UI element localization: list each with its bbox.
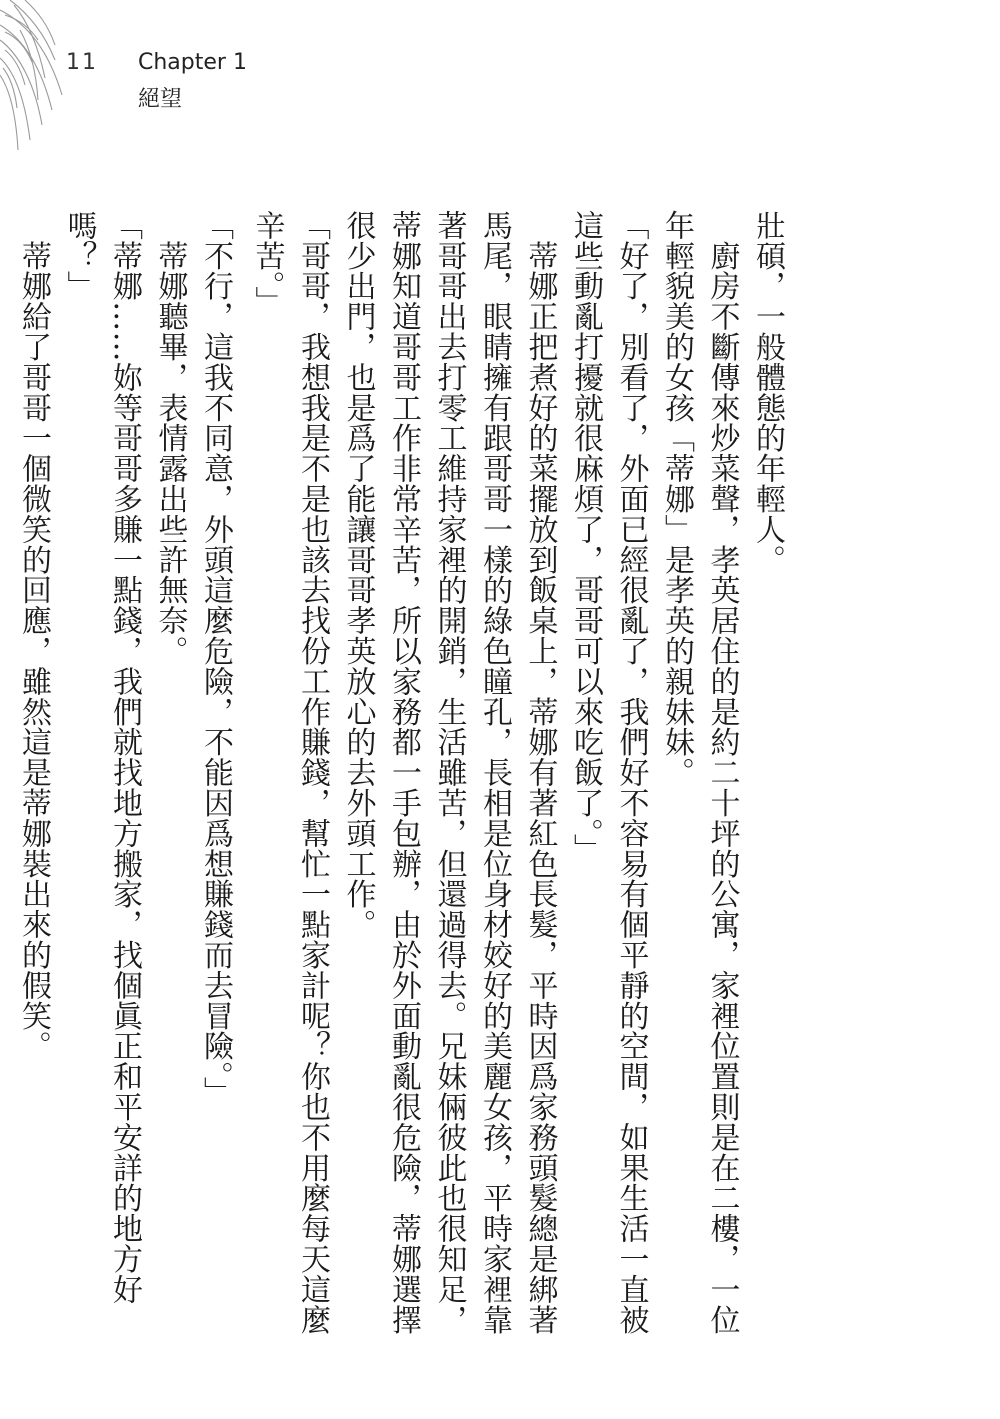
feather-wing-icon [0,0,140,160]
chapter-label: Chapter 1 [138,50,247,75]
dialogue-paragraph: 「不行，這我不同意，外頭這麼危險，不能因爲想賺錢而去冒險。」 [198,210,233,1107]
paragraph: 壯碩，一般體態的年輕人。 [750,210,785,575]
dialogue-paragraph: 「哥哥，我想我是不是也該去找份工作賺錢，幫忙一點家計呢？你也不用麼每天這麼辛苦。」 [249,210,330,1335]
page-number: 11 [66,50,98,75]
paragraph: 蒂娜正把煮好的菜擺放到飯桌上，蒂娜有著紅色長髮，平時因爲家務頭髮總是綁著馬尾，眼睛擁有跟哥哥一樣的綠色瞳孔，長相是位身材姣好的美麗女孩，平時家裡靠著哥哥出去打零工維持家裡的開銷，生活雖苦，但還過得去。兄妹倆彼此也很知足，蒂娜知道哥哥工作非常辛苦，所以家務都一手包辦，由於外面動亂很危險，蒂娜選擇很少出門，也是爲了能讓哥哥孝英放心的去外頭工作。 [340,210,558,1335]
paragraph: 蒂娜聽畢，表情露出些許無奈。 [152,210,188,666]
chapter-title: 絕望 [138,87,183,112]
dialogue-paragraph: 「好了，別看了，外面已經很亂了，我們好不容易有個平靜的空間，如果生活一直被這些動亂打擾就很麻煩了，哥哥可以來吃飯了。」 [568,210,649,1335]
vertical-body-text [16,210,790,1340]
dialogue-paragraph: 「蒂娜……妳等哥哥多賺一點錢，我們就找地方搬家，找個眞正和平安詳的地方好嗎？」 [61,210,142,1305]
paragraph: 廚房不斷傳來炒菜聲，孝英居住的是約二十坪的公寓，家裡位置則是在二樓，一位年輕貌美的女孩「蒂娜」是孝英的親妹妹。 [659,210,740,1335]
paragraph: 蒂娜給了哥哥一個微笑的回應，雖然這是蒂娜裝出來的假笑。 [16,210,51,1062]
